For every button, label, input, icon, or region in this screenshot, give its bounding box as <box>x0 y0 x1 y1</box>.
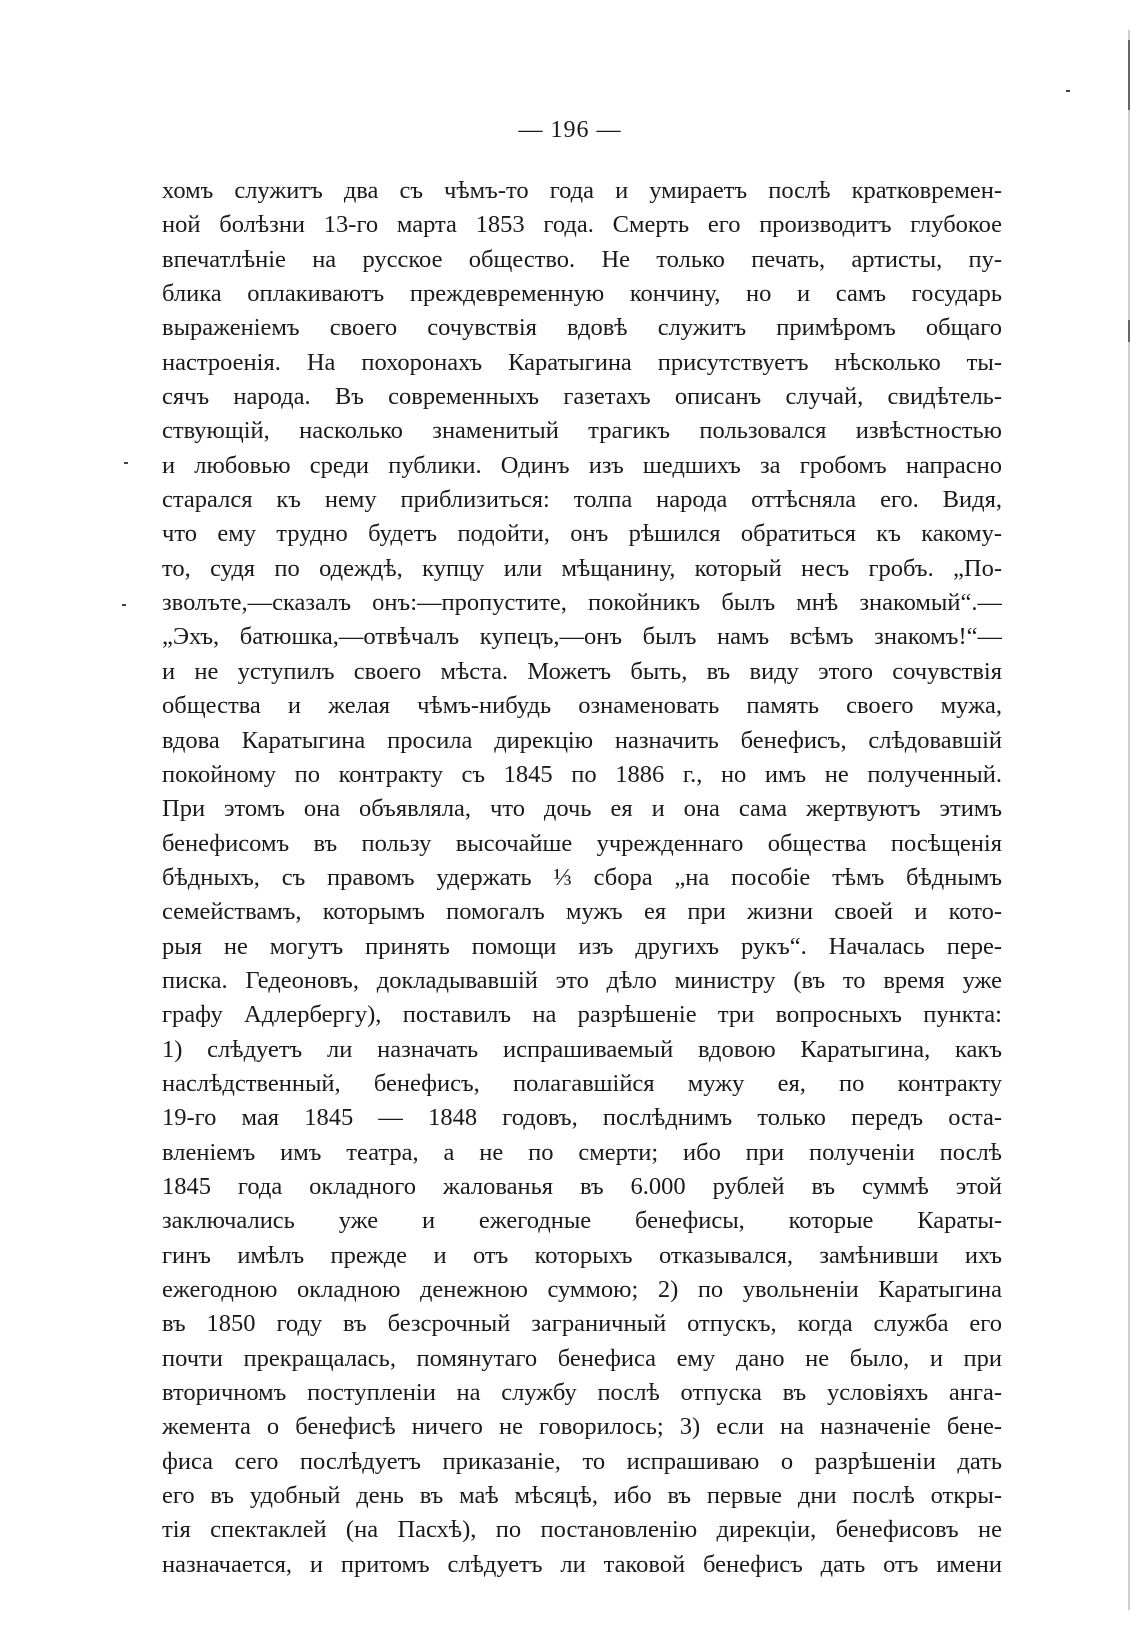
scan-speck <box>1066 90 1070 92</box>
text-line: семействамъ, которымъ помогалъ мужъ ея при жизни своей и кото- <box>162 898 1002 926</box>
text-line: сячъ народа. Въ современныхъ газетахъ описанъ случай, свидѣтель- <box>162 383 1002 411</box>
page-edge-shadow <box>1128 30 1130 1610</box>
text-line: 1845 года окладного жалованья въ 6.000 рублей въ суммѣ этой <box>162 1172 1002 1200</box>
text-line: графу Адлербергу), поставилъ на разрѣшеніе три вопросныхъ пункта: <box>162 1001 1002 1029</box>
text-line: и не уступилъ своего мѣста. Можетъ быть, въ виду этого сочувствія <box>162 657 1002 685</box>
text-line: тія спектаклей (на Пасхѣ), по постановленію дирекціи, бенефисовъ не <box>162 1516 1002 1544</box>
text-line: его въ удобный день въ маѣ мѣсяцѣ, ибо въ первые дни послѣ откры- <box>162 1482 1002 1510</box>
text-line: вдова Каратыгина просила дирекцію назначить бенефисъ, слѣдовавшій <box>162 726 1002 754</box>
text-line: рыя не могутъ принять помощи изъ другихъ рукъ“. Началась пере- <box>162 932 1002 960</box>
text-line: „Эхъ, батюшка,—отвѣчалъ купецъ,—онъ былъ намъ всѣмъ знакомъ!“— <box>162 623 1002 651</box>
edge-mark <box>1128 320 1130 342</box>
text-line: зволъте,—сказалъ онъ:—пропустите, покойникъ былъ мнѣ знакомый“.— <box>162 589 1002 617</box>
text-line: назначается, и притомъ слѣдуетъ ли таковой бенефисъ дать отъ имени <box>162 1550 1002 1578</box>
page-number: — 196 — <box>518 117 622 143</box>
text-line: почти прекращалась, помянутаго бенефиса ему дано не было, и при <box>162 1344 1002 1372</box>
text-line: что ему трудно будетъ подойти, онъ рѣшился обратиться къ какому- <box>162 520 1002 548</box>
text-line: въ 1850 году въ безсрочный заграничный отпускъ, когда служба его <box>162 1310 1002 1338</box>
text-line: старался къ нему приблизиться: толпа народа оттѣсняла его. Видя, <box>162 486 1002 514</box>
scan-speck <box>122 604 126 606</box>
body-text <box>162 174 1002 1582</box>
text-line: ной болѣзни 13-го марта 1853 года. Смерть его производитъ глубокое <box>162 211 1002 239</box>
text-line: жемента о бенефисѣ ничего не говорилось; 3) если на назначеніе бене- <box>162 1413 1002 1441</box>
text-line: выраженіемъ своего сочувствія вдовѣ служитъ примѣромъ общаго <box>162 314 1002 342</box>
text-line: гинъ имѣлъ прежде и отъ которыхъ отказывался, замѣнивши ихъ <box>162 1241 1002 1269</box>
text-line: впечатлѣніе на русское общество. Не только печать, артисты, пу- <box>162 245 1002 273</box>
text-line: писка. Гедеоновъ, докладывавшій это дѣло министру (въ то время уже <box>162 966 1002 994</box>
text-line: хомъ служитъ два съ чѣмъ-то года и умираетъ послѣ кратковремен- <box>162 177 1002 204</box>
text-line: бенефисомъ въ пользу высочайше учрежденнаго общества посѣщенія <box>162 829 1002 857</box>
text-line: общества и желая чѣмъ-нибудь ознаменовать память своего мужа, <box>162 692 1002 720</box>
text-line: то, судя по одеждѣ, купцу или мѣщанину, который несъ гробъ. „По- <box>162 554 1002 582</box>
text-line: настроенія. На похоронахъ Каратыгина присутствуетъ нѣсколько ты- <box>162 348 1002 376</box>
text-line: и любовью среди публики. Одинъ изъ шедшихъ за гробомъ напрасно <box>162 451 1002 479</box>
text-line: заключались уже и ежегодные бенефисы, которые Караты- <box>162 1207 1002 1235</box>
text-line: 19-го мая 1845 — 1848 годовъ, послѣднимъ только передъ оста- <box>162 1104 1002 1132</box>
text-line: ствующій, насколько знаменитый трагикъ пользовался извѣстностью <box>162 417 1002 445</box>
text-line: вторичномъ поступленіи на службу послѣ отпуска въ условіяхъ анга- <box>162 1379 1002 1407</box>
text-line: бѣдныхъ, съ правомъ удержать ⅓ сбора „на пособіе тѣмъ бѣднымъ <box>162 863 1002 891</box>
text-line: ежегодною окладною денежною суммою; 2) по увольненіи Каратыгина <box>162 1276 1002 1303</box>
edge-mark <box>1128 40 1130 110</box>
text-line: покойному по контракту съ 1845 по 1886 г., но имъ не полученный. <box>162 760 1002 788</box>
text-line: наслѣдственный, бенефисъ, полагавшійся мужу ея, по контракту <box>162 1069 1002 1097</box>
scan-speck <box>124 462 128 464</box>
text-line: 1) слѣдуетъ ли назначать испрашиваемый вдовою Каратыгина, какъ <box>162 1035 1002 1063</box>
text-line: фиса сего послѣдуетъ приказаніе, то испрашиваю о разрѣшеніи дать <box>162 1447 1002 1475</box>
text-line: вленіемъ имъ театра, а не по смерти; ибо при полученіи послѣ <box>162 1138 1002 1166</box>
text-line: При этомъ она объявляла, что дочь ея и она сама жертвуютъ этимъ <box>162 795 1002 823</box>
text-line: блика оплакиваютъ преждевременную кончину, но и самъ государь <box>162 280 1002 308</box>
